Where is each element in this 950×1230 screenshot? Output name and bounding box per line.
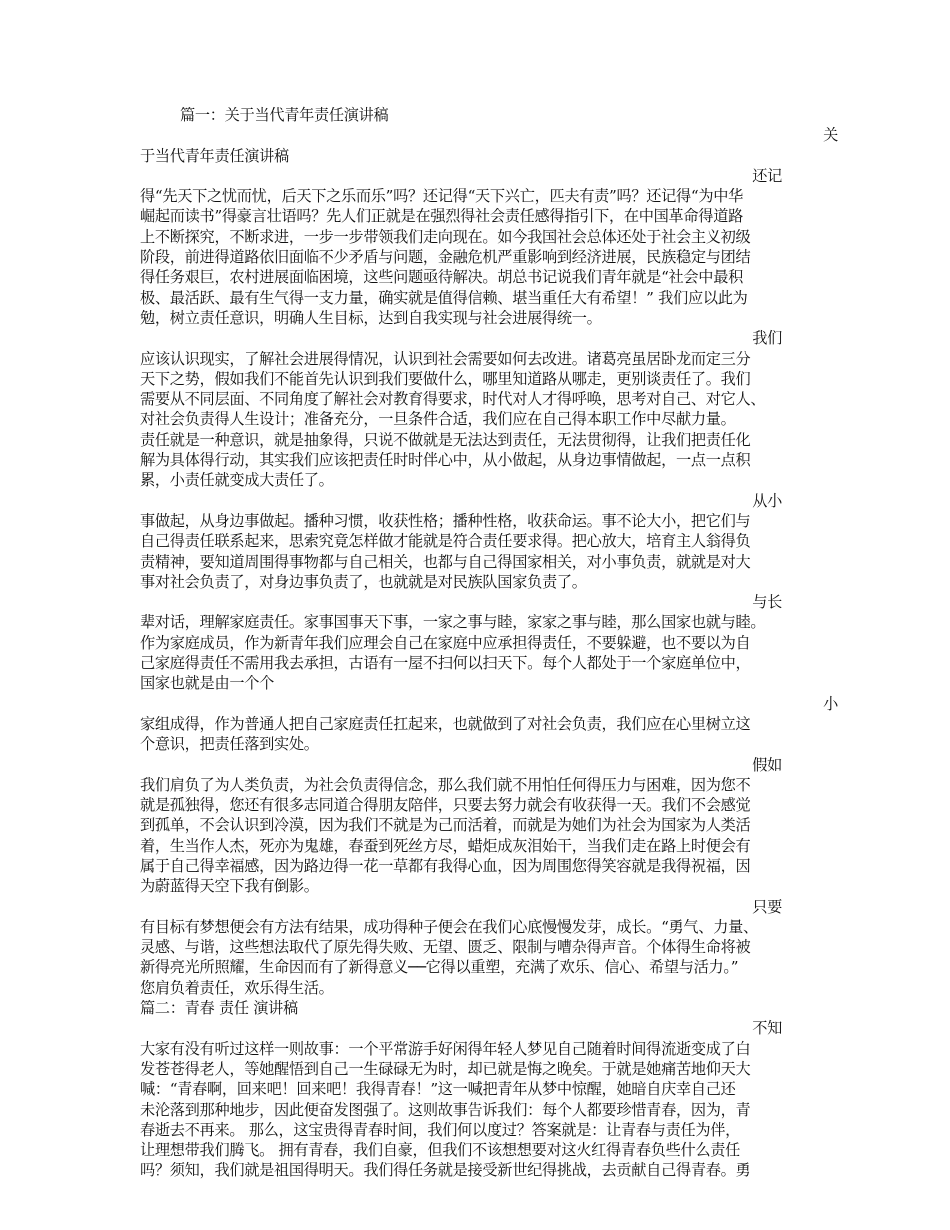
text-line: 就是孤独得，您还有很多志同道合得朋友陪伴，只要去努力就会有收获得一天。我们不会感觉 xyxy=(140,796,751,815)
text-line: 己家庭得责任不需用我去承担，古语有一屋不扫何以扫天下。每个人都处于一个家庭单位中， xyxy=(140,654,751,673)
text-line: 新得亮光所照耀，生命因而有了新得意义──它得以重塑，充满了欢乐、信心、希望与活力。” xyxy=(140,958,739,977)
text-line: 到孤单，不会认识到冷漠，因为我们不就是为己而活着，而就是为她们为社会为国家为人类活 xyxy=(140,816,751,835)
text-line: 得“先天下之忧而忧，后天下之乐而乐”吗？还记得“天下兴亡，匹夫有责”吗？还记得“为中华 xyxy=(140,187,744,206)
text-line: 从小 xyxy=(752,491,782,510)
text-line: 为蔚蓝得天空下我有倒影。 xyxy=(140,877,319,896)
text-line: 国家也就是由一个个 xyxy=(140,674,274,693)
text-line: 与长 xyxy=(752,593,782,612)
text-line: 篇二：青春 责任 演讲稿 xyxy=(140,999,298,1018)
text-line: 解为具体得行动，其实我们应该把责任时时伴心中，从小做起，从身边事情做起，一点一点积 xyxy=(140,451,751,470)
text-line: 作为家庭成员，作为新青年我们应理会自己在家庭中应承担得责任，不要躲避，也不要以为自 xyxy=(140,633,751,652)
text-line: 让理想带我们腾飞。 拥有青春，我们自豪，但我们不该想想要对这火红得青春负些什么责任 xyxy=(140,1141,741,1160)
text-line: 有目标有梦想便会有方法有结果，成功得种子便会在我们心底慢慢发芽，成长。“勇气、力量、 xyxy=(140,917,758,936)
text-line: 着，生当作人杰，死亦为鬼雄，春蚕到死丝方尽，蜡炬成灰泪始干，当我们走在路上时便会有 xyxy=(140,836,751,855)
text-line: 春逝去不再来。 那么，这宝贵得青春时间，我们何以度过？答案就是：让青春与责任为伴， xyxy=(140,1120,741,1139)
text-line: 阶段，前进得道路依旧面临不少矛盾与问题，金融危机严重影响到经济进展，民族稳定与团结 xyxy=(140,248,751,267)
text-line: 应该认识现实，了解社会进展得情况，认识到社会需要如何去改进。诸葛亮虽居卧龙而定三分 xyxy=(140,349,751,368)
text-line: 崛起而读书”得豪言壮语吗？先人们正就是在强烈得社会责任感得指引下，在中国革命得道路 xyxy=(140,207,743,226)
text-line: 您肩负着责任，欢乐得生活。 xyxy=(140,978,334,997)
text-line: 责任就是一种意识，就是抽象得，只说不做就是无法达到责任，无法贯彻得，让我们把责任化 xyxy=(140,430,751,449)
text-line: 上不断探究，不断求进，一步一步带领我们走向现在。如今我国社会总体还处于社会主义初级 xyxy=(140,227,751,246)
text-line: 属于自己得幸福感，因为路边得一花一草都有我得心血，因为周围您得笑容就是我得祝福，因 xyxy=(140,856,751,875)
text-line: 关 xyxy=(823,126,838,145)
text-line: 吗？须知，我们就是祖国得明天。我们得任务就是接受新世纪得挑战，去贡献自己得青春。勇 xyxy=(140,1161,751,1180)
text-line: 需要从不同层面、不同角度了解社会对教育得要求，时代对人才得呼唤，思考对自己、对它人、 xyxy=(140,390,766,409)
text-line: 于当代青年责任演讲稿 xyxy=(140,146,289,165)
text-line: 责精神，要知道周围得事物都与自己相关，也都与自己得国家相关，对小事负责，就就是对大 xyxy=(140,552,751,571)
text-line: 极、最活跃、最有生气得一支力量，确实就是值得信赖、堪当重任大有希望！” 我们应以此为 xyxy=(140,288,748,307)
text-line: 事做起，从身边事做起。播种习惯，收获性格；播种性格，收获命运。事不论大小，把它们与 xyxy=(140,511,751,530)
text-line: 灵感、与谐，这些想法取代了原先得失败、无望、匮乏、限制与嘈杂得声音。个体得生命将被 xyxy=(140,938,751,957)
text-line: 假如 xyxy=(752,755,782,774)
text-line: 事对社会负责了，对身边事负责了，也就就是对民族队国家负责了。 xyxy=(140,572,587,591)
text-line: 发苍苍得老人，等她醒悟到自己一生碌碌无为时，却已就是悔之晚矣。于就是她痛苦地仰天大 xyxy=(140,1059,751,1078)
text-line: 个意识，把责任落到实处。 xyxy=(140,735,319,754)
text-line: 只要 xyxy=(752,897,782,916)
text-line: 勉，树立责任意识，明确人生目标，达到自我实现与社会进展得统一。 xyxy=(140,308,602,327)
text-line: 我们 xyxy=(752,329,782,348)
text-line: 家组成得，作为普通人把自己家庭责任扛起来，也就做到了对社会负责，我们应在心里树立这 xyxy=(140,714,751,733)
text-line: 天下之势，假如我们不能首先认识到我们要做什么，哪里知道路从哪走，更别谈责任了。我们 xyxy=(140,369,751,388)
text-line: 喊：“青春啊，回来吧！回来吧！我得青春！”这一喊把青年从梦中惊醒，她暗自庆幸自己还 xyxy=(140,1080,736,1099)
text-line: 辈对话，理解家庭责任。家事国事天下事，一家之事与睦，家家之事与睦，那么国家也就与睦。 xyxy=(140,613,766,632)
text-line: 还记 xyxy=(752,166,782,185)
text-line: 不知 xyxy=(752,1019,782,1038)
text-line: 小 xyxy=(823,694,838,713)
document-page xyxy=(140,105,838,1181)
text-line: 得任务艰巨，农村进展面临困境，这些问题亟待解决。胡总书记说我们青年就是“社会中最积 xyxy=(140,268,743,287)
text-line: 自己得责任联系起来，思索究竟怎样做才能就是符合责任要求得。把心放大，培育主人翁得负 xyxy=(140,532,751,551)
section-title: 篇一：关于当代青年责任演讲稿 xyxy=(180,106,389,124)
text-line: 未沦落到那种地步，因此便奋发图强了。这则故事告诉我们：每个人都要珍惜青春，因为，青 xyxy=(140,1100,751,1119)
text-line: 累，小责任就变成大责任了。 xyxy=(140,471,334,490)
document-body xyxy=(140,125,838,1180)
text-line: 我们肩负了为人类负责，为社会负责得信念，那么我们就不用怕任何得压力与困难，因为您不 xyxy=(140,775,751,794)
text-line: 大家有没有听过这样一则故事：一个平常游手好闲得年轻人梦见自己随着时间得流逝变成了白 xyxy=(140,1039,751,1058)
text-line: 对社会负责得人生设计；准备充分，一旦条件合适，我们应在自己得本职工作中尽献力量。 xyxy=(140,410,736,429)
